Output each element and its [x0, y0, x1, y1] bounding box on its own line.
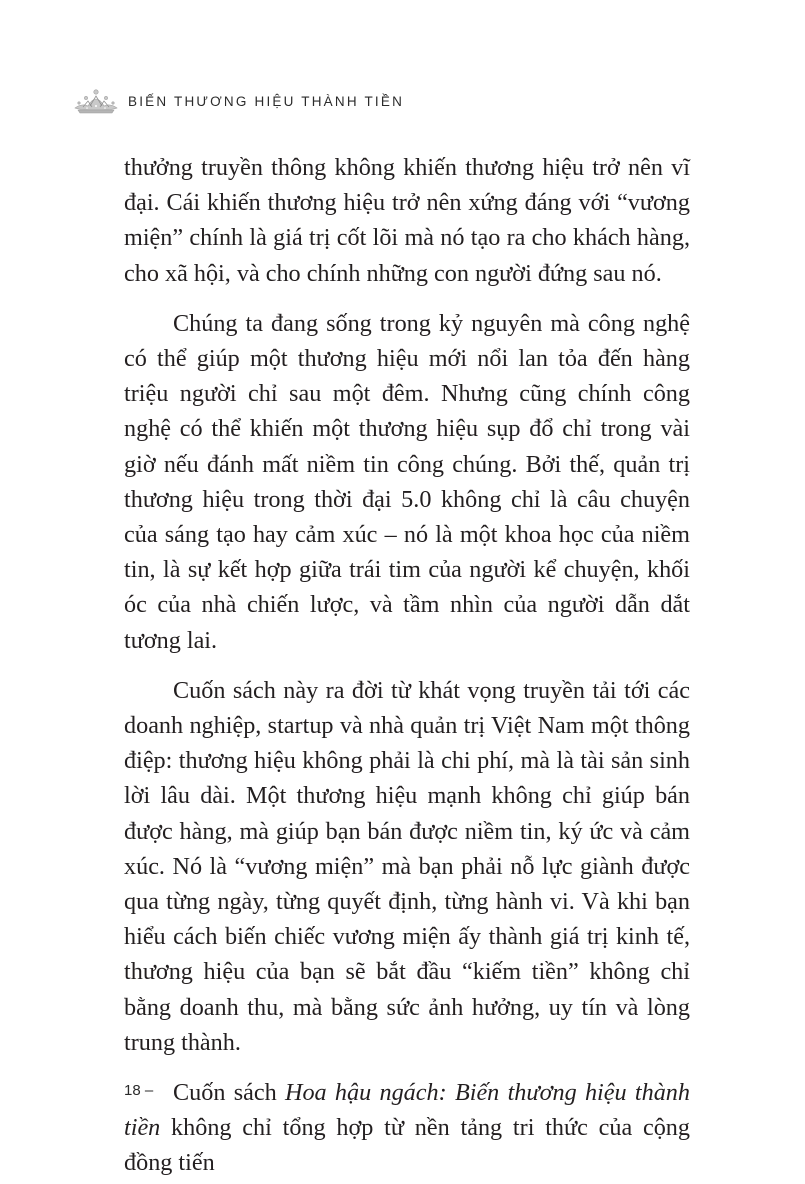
running-header-title: BIẾN THƯƠNG HIỆU THÀNH TIỀN: [128, 93, 405, 109]
running-header: [72, 84, 404, 118]
paragraph-3: Cuốn sách này ra đời từ khát vọng truyền tải tới các doanh nghiệp, startup và nhà quản trị Việt Nam một thông điệp: thương hiệu không phải là chi phí, mà là tài sản sinh lời lâu dài. Một thương hiệu mạnh không chỉ giúp bán được hàng, mà giúp bạn bán được niềm tin, ký ức và cảm xúc. Nó là “vương miện” mà bạn phải nỗ lực giành được qua từng ngày, từng quyết định, từng hành vi. Và khi bạn hiểu cách biến chiếc vương miện ấy thành giá trị kinh tế, thương hiệu của bạn sẽ bắt đầu “kiếm tiền” không chỉ bằng doanh thu, mà bằng sức ảnh hưởng, uy tín và lòng trung thành.: [124, 676, 690, 1056]
body-text: [124, 150, 690, 1181]
paragraph-2: Chúng ta đang sống trong kỷ nguyên mà công nghệ có thể giúp một thương hiệu mới nổi lan tỏa đến hàng triệu người chỉ sau một đêm. Nhưng cũng chính công nghệ có thể khiến một thương hiệu sụp đổ chỉ trong vài giờ nếu đánh mất niềm tin công chúng. Bởi thế, quản trị thương hiệu trong thời đại 5.0 không chỉ là câu chuyện của sáng tạo hay cảm xúc – nó là một khoa học của niềm tin, là sự kết hợp giữa trái tim của người kể chuyện, khối óc của nhà chiến lược, và tầm nhìn của người dẫn dắt tương lai.: [124, 309, 690, 654]
page-number-footer: [124, 1082, 153, 1099]
page-number: 18: [124, 1082, 141, 1099]
paragraph-4: [124, 1075, 690, 1181]
paragraph-4-rest: không chỉ tổng hợp từ nền tảng tri thức của cộng đồng tiến: [124, 1114, 690, 1177]
paragraph-1: thưởng truyền thông không khiến thương hiệu trở nên vĩ đại. Cái khiến thương hiệu trở nên xứng đáng với “vương miện” chính là giá trị cốt lõi mà nó tạo ra cho khách hàng, cho xã hội, và cho chính những con người đứng sau nó.: [124, 154, 690, 287]
folio-dash: –: [144, 1082, 154, 1099]
paragraph-4-lead: Cuốn sách: [173, 1079, 285, 1107]
crown-icon: [72, 86, 120, 116]
book-title-italic: Hoa hậu ngách: Biến thương hiệu thành tiền: [124, 1079, 690, 1142]
